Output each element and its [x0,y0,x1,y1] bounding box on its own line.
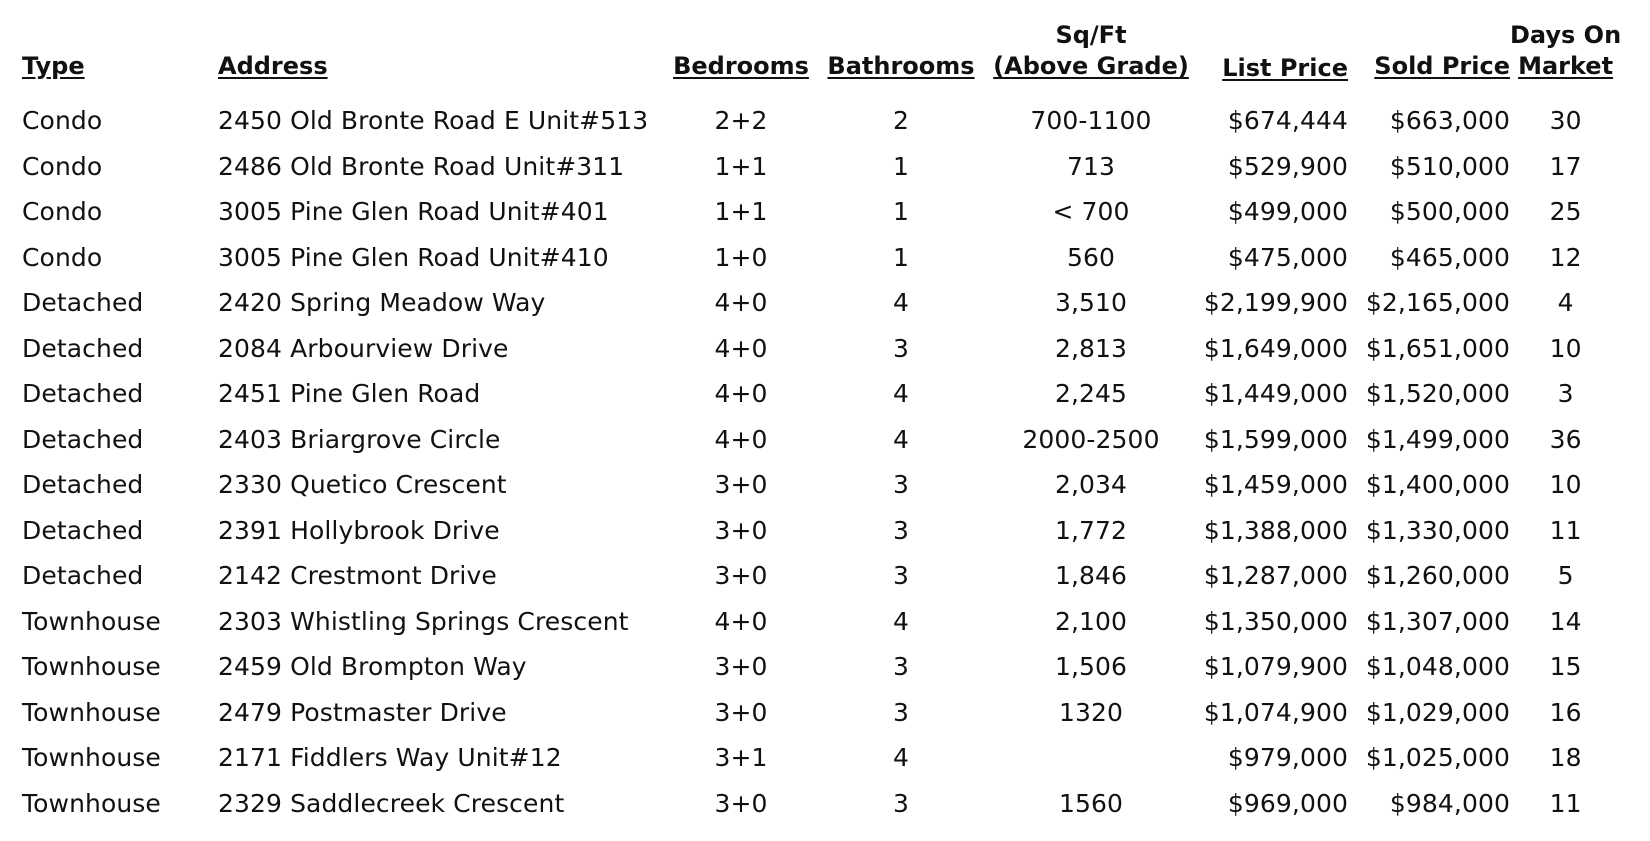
header-row [14,20,1621,98]
cell-sqft: 3,510 [1054,288,1128,318]
cell-bathrooms: 2 [892,106,909,136]
cell-bathrooms: 3 [892,561,909,591]
cell-sqft: 713 [1066,151,1116,181]
cell-sold-price: $1,260,000 [1365,561,1510,591]
cell-sqft [981,735,1201,781]
cell-sold-price: $663,000 [1389,106,1510,136]
header-sqft-line2: (Above Grade) [993,52,1189,80]
cell-bedrooms: 1+0 [714,242,768,272]
cell-address: 2171 Fiddlers Way Unit#12 [218,743,562,773]
header-dom-line1: Days On [1510,21,1622,49]
cell-type: Detached [22,515,144,545]
cell-days-on-market: 17 [1549,151,1582,181]
cell-bathrooms: 4 [892,379,909,409]
cell-bedrooms: 3+1 [714,743,768,773]
cell-address: 2486 Old Bronte Road Unit#311 [218,151,625,181]
cell-list-price: $1,599,000 [1203,424,1348,454]
cell-list-price: $475,000 [1227,242,1348,272]
cell-type: Condo [22,242,103,272]
cell-days-on-market: 5 [1557,561,1574,591]
cell-list-price: $1,350,000 [1203,606,1348,636]
table-header [14,20,1621,98]
cell-bedrooms: 4+0 [714,379,768,409]
header-days-on-market [1510,20,1621,98]
cell-sold-price: $1,400,000 [1365,470,1510,500]
cell-type: Detached [22,333,144,363]
cell-days-on-market: 30 [1549,106,1582,136]
table-row [14,98,1621,144]
cell-bathrooms: 4 [892,288,909,318]
cell-type: Detached [22,424,144,454]
cell-bedrooms: 2+2 [714,106,768,136]
cell-address: 2142 Crestmont Drive [218,561,497,591]
table-row [14,371,1621,417]
cell-address: 2303 Whistling Springs Crescent [218,606,629,636]
cell-bedrooms: 1+1 [714,151,768,181]
cell-bathrooms: 1 [892,242,909,272]
cell-sqft: < 700 [1052,197,1130,227]
cell-type: Detached [22,561,144,591]
table-row [14,280,1621,326]
cell-address: 2403 Briargrove Circle [218,424,501,454]
cell-sqft: 2,813 [1054,333,1128,363]
cell-sqft: 2,245 [1054,379,1128,409]
cell-bedrooms: 4+0 [714,606,768,636]
cell-bedrooms: 3+0 [714,652,768,682]
cell-list-price: $1,449,000 [1203,379,1348,409]
cell-bathrooms: 4 [892,743,909,773]
cell-days-on-market: 18 [1549,743,1582,773]
cell-days-on-market: 11 [1549,788,1582,818]
cell-sold-price: $465,000 [1389,242,1510,272]
cell-type: Condo [22,106,103,136]
cell-address: 2450 Old Bronte Road E Unit#513 [218,106,649,136]
cell-sold-price: $1,330,000 [1365,515,1510,545]
cell-address: 2479 Postmaster Drive [218,697,507,727]
cell-address: 2420 Spring Meadow Way [218,288,546,318]
cell-bathrooms: 1 [892,197,909,227]
header-dom-line2: Market [1518,52,1614,80]
cell-sqft: 1560 [1058,788,1124,818]
cell-days-on-market: 36 [1549,424,1582,454]
cell-type: Condo [22,151,103,181]
cell-bathrooms: 4 [892,606,909,636]
cell-list-price: $979,000 [1227,743,1348,773]
cell-days-on-market: 14 [1549,606,1582,636]
cell-type: Townhouse [22,743,161,773]
cell-sqft: 2,100 [1054,606,1128,636]
cell-days-on-market: 10 [1549,333,1582,363]
cell-days-on-market: 12 [1549,242,1582,272]
cell-days-on-market: 25 [1549,197,1582,227]
cell-bedrooms: 1+1 [714,197,768,227]
cell-bedrooms: 3+0 [714,561,768,591]
cell-list-price: $969,000 [1227,788,1348,818]
cell-type: Detached [22,379,144,409]
cell-bathrooms: 3 [892,333,909,363]
header-list-price: List Price [1222,54,1348,82]
cell-list-price: $1,649,000 [1203,333,1348,363]
cell-bedrooms: 4+0 [714,333,768,363]
cell-type: Detached [22,470,144,500]
table-row [14,417,1621,463]
cell-sold-price: $1,307,000 [1365,606,1510,636]
cell-list-price: $529,900 [1227,151,1348,181]
cell-days-on-market: 10 [1549,470,1582,500]
header-sold-price: Sold Price [1374,52,1510,80]
cell-days-on-market: 15 [1549,652,1582,682]
cell-days-on-market: 11 [1549,515,1582,545]
cell-sqft: 700-1100 [1030,106,1152,136]
cell-list-price: $1,079,900 [1203,652,1348,682]
cell-sqft: 1,846 [1054,561,1128,591]
cell-sqft: 1320 [1058,697,1124,727]
cell-bathrooms: 3 [892,652,909,682]
cell-bedrooms: 3+0 [714,470,768,500]
cell-sold-price: $510,000 [1389,151,1510,181]
cell-type: Townhouse [22,697,161,727]
cell-bathrooms: 3 [892,788,909,818]
cell-bathrooms: 3 [892,697,909,727]
table-row [14,644,1621,690]
cell-bedrooms: 4+0 [714,288,768,318]
table-row [14,326,1621,372]
table-row [14,599,1621,645]
sold-listings-table [14,20,1621,826]
cell-address: 3005 Pine Glen Road Unit#401 [218,197,609,227]
cell-address: 3005 Pine Glen Road Unit#410 [218,242,609,272]
cell-bathrooms: 3 [892,470,909,500]
cell-type: Condo [22,197,103,227]
header-type: Type [22,52,85,80]
cell-sold-price: $500,000 [1389,197,1510,227]
header-bedrooms: Bedrooms [673,52,809,80]
cell-sqft: 1,772 [1054,515,1128,545]
cell-bedrooms: 3+0 [714,697,768,727]
cell-bathrooms: 4 [892,424,909,454]
cell-type: Townhouse [22,606,161,636]
cell-bathrooms: 1 [892,151,909,181]
cell-sqft: 1,506 [1054,652,1128,682]
cell-sold-price: $984,000 [1389,788,1510,818]
cell-address: 2329 Saddlecreek Crescent [218,788,565,818]
cell-list-price: $1,287,000 [1203,561,1348,591]
cell-bathrooms: 3 [892,515,909,545]
cell-address: 2459 Old Brompton Way [218,652,527,682]
cell-type: Detached [22,288,144,318]
table-row [14,735,1621,781]
cell-sqft: 2,034 [1054,470,1128,500]
cell-sold-price: $1,025,000 [1365,743,1510,773]
table-row [14,553,1621,599]
table-row [14,144,1621,190]
cell-type: Townhouse [22,652,161,682]
cell-bedrooms: 3+0 [714,515,768,545]
cell-sold-price: $2,165,000 [1365,288,1510,318]
cell-sold-price: $1,520,000 [1365,379,1510,409]
cell-list-price: $2,199,900 [1203,288,1348,318]
cell-bedrooms: 3+0 [714,788,768,818]
header-sqft [981,20,1201,98]
table-row [14,235,1621,281]
cell-days-on-market: 4 [1557,288,1574,318]
table-row [14,781,1621,827]
cell-address: 2451 Pine Glen Road [218,379,481,409]
cell-address: 2084 Arbourview Drive [218,333,509,363]
header-address: Address [218,52,328,80]
cell-type: Townhouse [22,788,161,818]
header-sqft-line1: Sq/Ft [1055,21,1127,49]
cell-days-on-market: 3 [1557,379,1574,409]
cell-list-price: $1,388,000 [1203,515,1348,545]
cell-list-price: $674,444 [1227,106,1348,136]
table-row [14,690,1621,736]
cell-bedrooms: 4+0 [714,424,768,454]
cell-sqft: 2000-2500 [1022,424,1160,454]
cell-list-price: $1,459,000 [1203,470,1348,500]
cell-sold-price: $1,499,000 [1365,424,1510,454]
cell-sold-price: $1,029,000 [1365,697,1510,727]
header-bathrooms: Bathrooms [827,52,975,80]
table-row [14,508,1621,554]
table-body [14,98,1621,826]
cell-days-on-market: 16 [1549,697,1582,727]
cell-address: 2330 Quetico Crescent [218,470,507,500]
cell-sqft: 560 [1066,242,1116,272]
cell-address: 2391 Hollybrook Drive [218,515,500,545]
cell-sold-price: $1,651,000 [1365,333,1510,363]
cell-list-price: $499,000 [1227,197,1348,227]
cell-sold-price: $1,048,000 [1365,652,1510,682]
table-row [14,462,1621,508]
table-row [14,189,1621,235]
cell-list-price: $1,074,900 [1203,697,1348,727]
